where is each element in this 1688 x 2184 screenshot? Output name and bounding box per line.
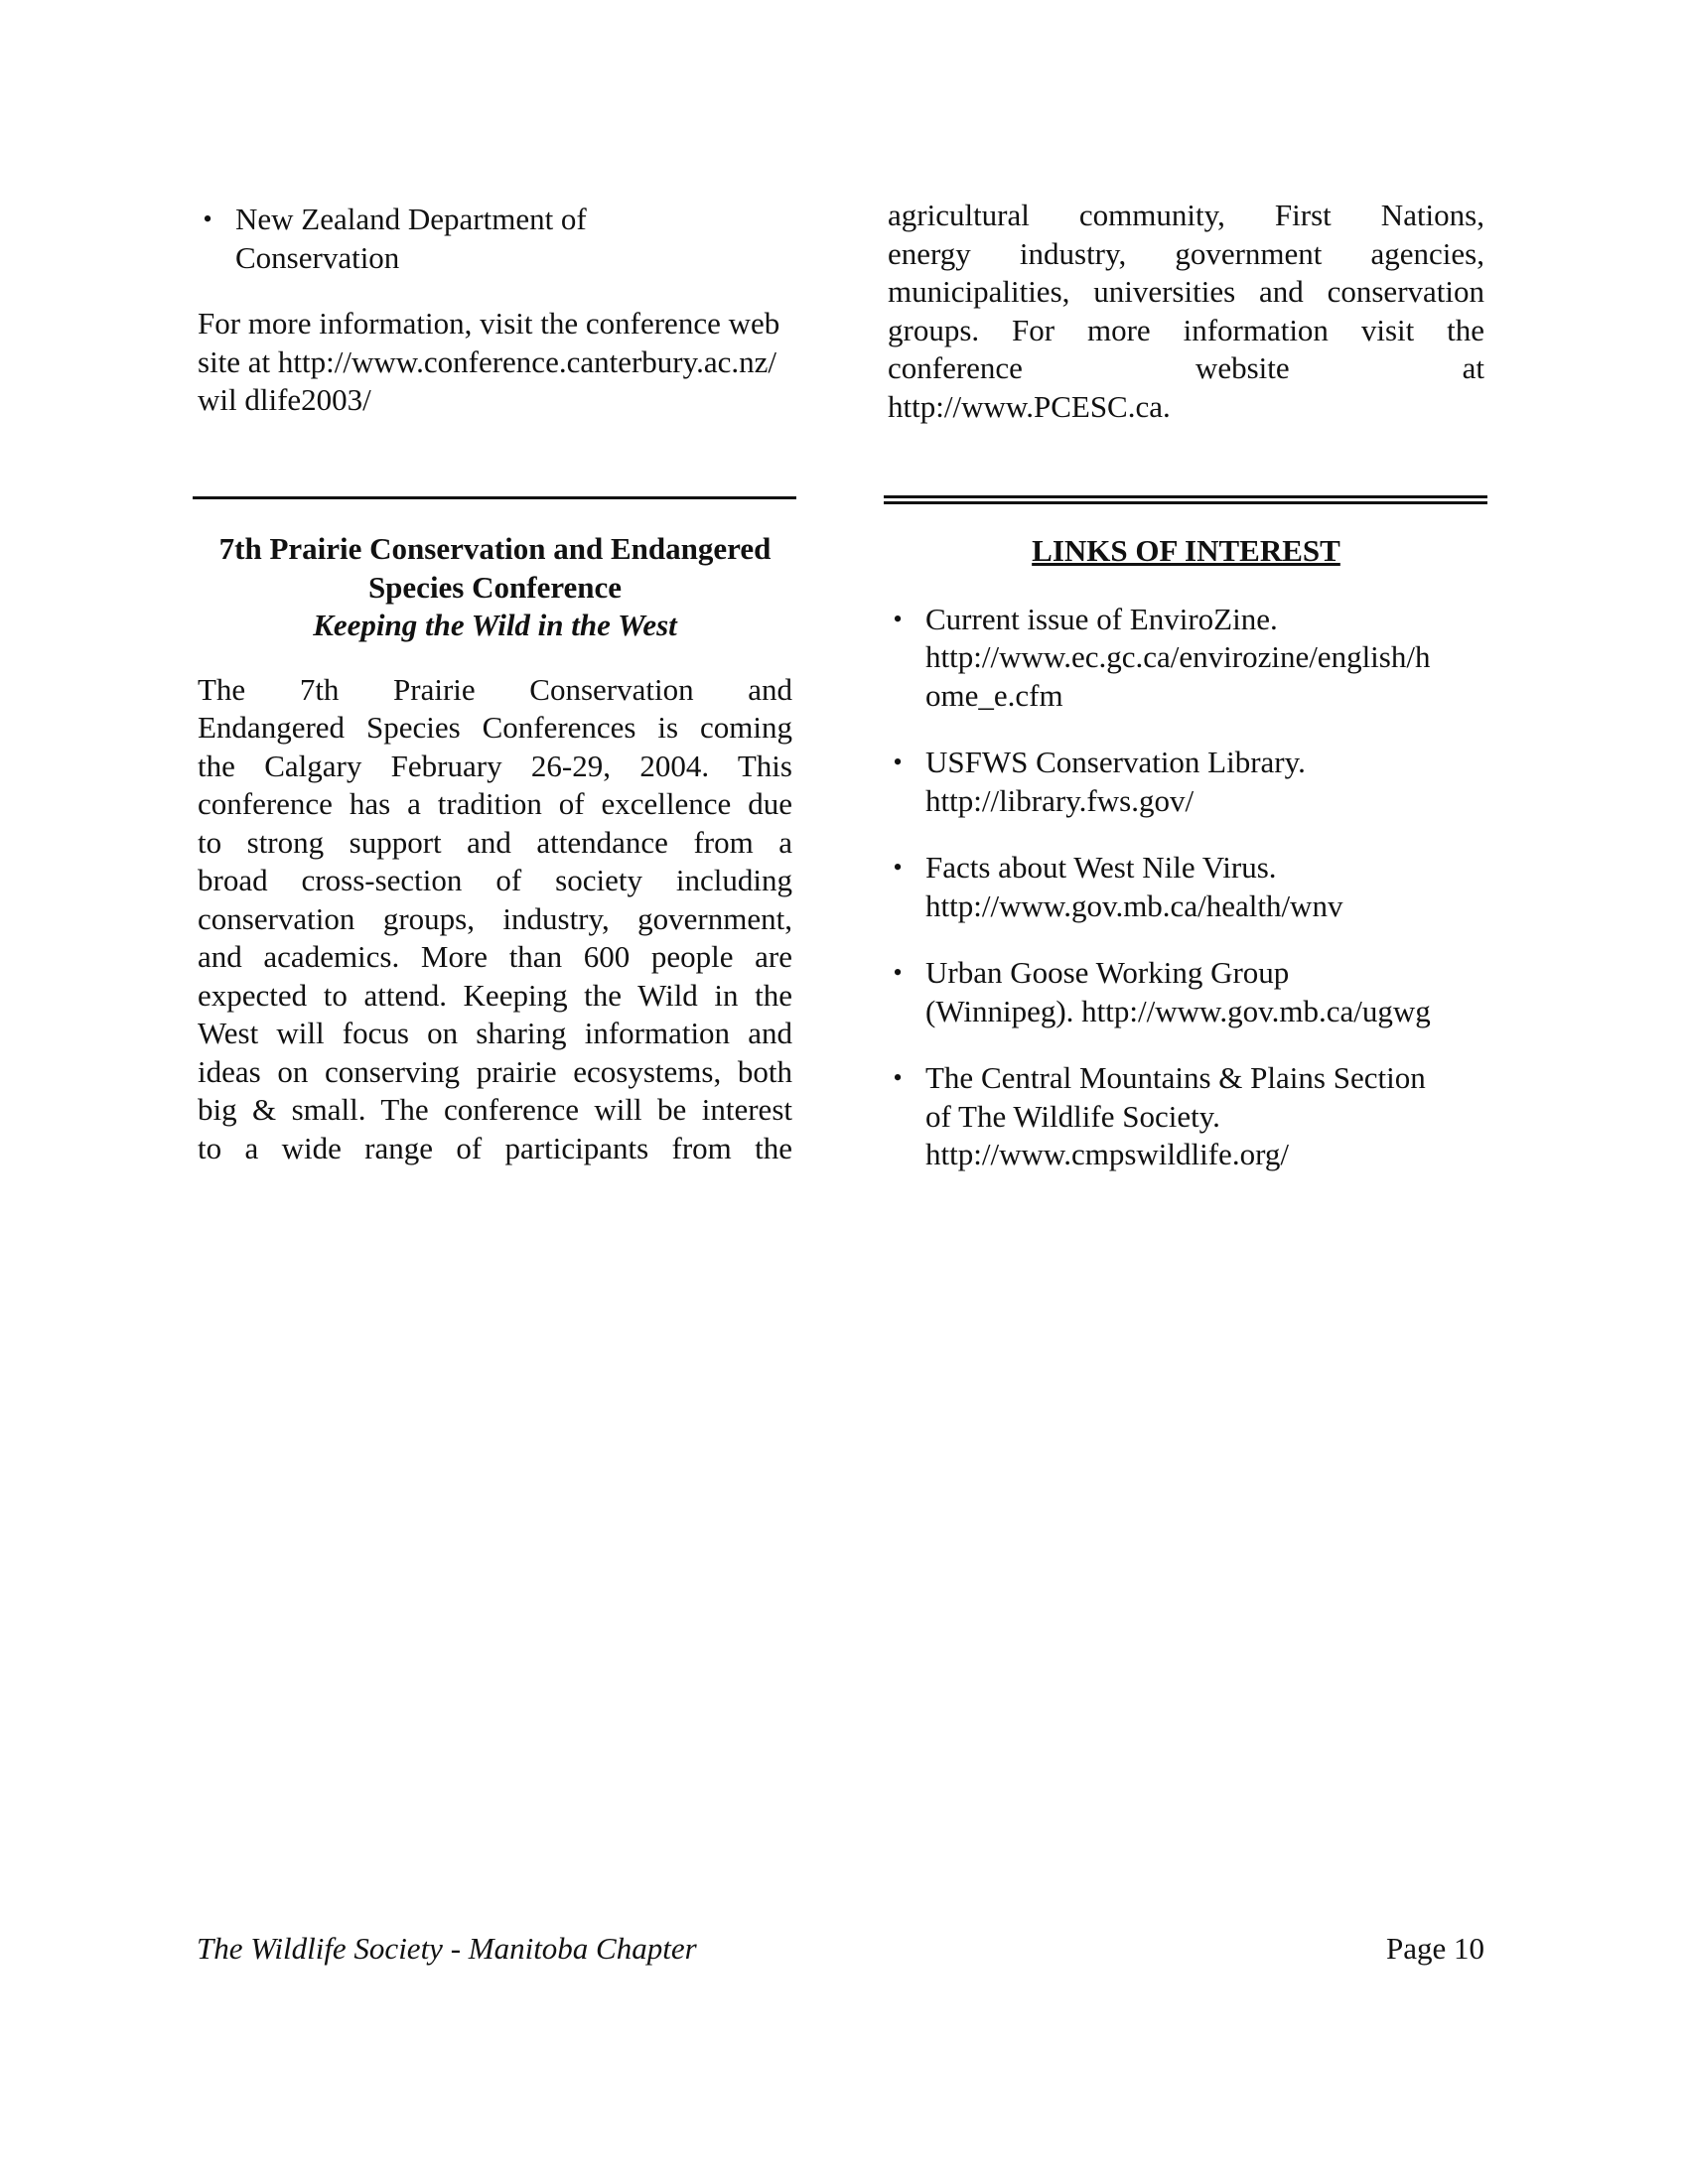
bullet-text: New Zealand Department of Conservation — [235, 202, 587, 275]
body-line: big & small. The conference will be interest — [198, 1092, 792, 1127]
body-line: and academics. More than 600 people are — [198, 939, 792, 974]
links-section — [888, 532, 1484, 1174]
right-top-line: groups. For more information visit the — [888, 312, 1484, 347]
right-top-line: agricultural community, First Nations, — [888, 198, 1484, 232]
body-line: conference has a tradition of excellence due — [198, 786, 792, 821]
body-line: the Calgary February 26-29, 2004. This — [198, 748, 792, 783]
link-url[interactable]: http://www.gov.mb.ca/health/wnv — [925, 887, 1343, 923]
conference-article — [198, 530, 792, 1167]
body-line: broad cross-section of society including — [198, 863, 792, 897]
body-line: Endangered Species Conferences is coming — [198, 710, 792, 745]
more-info-paragraph: For more information, visit the conference website at http://www.conference.canterbury.ac.nz/wil dlife2003/ — [198, 306, 780, 417]
bullet-icon: • — [893, 1063, 903, 1092]
section-divider — [193, 496, 796, 499]
article-title-line2: Species Conference — [367, 569, 623, 605]
link-item[interactable] — [888, 1059, 1484, 1174]
link-item[interactable] — [888, 954, 1484, 1030]
article-subtitle: Keeping the Wild in the West — [313, 608, 677, 642]
right-top-line: energy industry, government agencies, — [888, 235, 1484, 271]
link-label: USFWS Conservation Library. — [925, 745, 1306, 779]
link-label-continued: of The Wildlife Society. — [925, 1098, 1220, 1134]
link-item[interactable] — [888, 744, 1484, 820]
link-url[interactable]: http://library.fws.gov/ — [925, 782, 1195, 818]
link-url[interactable]: http://www.cmpswildlife.org/ — [925, 1137, 1289, 1171]
body-line: to a wide range of participants from the — [198, 1130, 792, 1165]
link-item[interactable] — [888, 849, 1484, 925]
left-top-section — [198, 201, 792, 420]
body-line: expected to attend. Keeping the Wild in the — [198, 977, 792, 1013]
body-line: conservation groups, industry, government, — [198, 900, 792, 936]
body-line: ideas on conserving prairie ecosystems, both — [198, 1053, 792, 1089]
body-line: to strong support and attendance from a — [198, 824, 792, 860]
right-top-section — [888, 197, 1484, 426]
bullet-icon: • — [893, 853, 903, 882]
bullet-icon: • — [893, 958, 903, 987]
footer-page-number: Page 10 — [1385, 1931, 1484, 1966]
link-label: Facts about West Nile Virus. — [925, 850, 1277, 885]
right-top-line: conference website at — [888, 350, 1484, 385]
link-label: The Central Mountains & Plains Section — [925, 1060, 1426, 1095]
article-body — [198, 671, 792, 1168]
body-line: The 7th Prairie Conservation and — [198, 671, 792, 707]
link-label: Current issue of EnviroZine. — [925, 601, 1278, 636]
link-url[interactable]: (Winnipeg). http://www.gov.mb.ca/ugwg — [925, 993, 1431, 1028]
link-url-continued[interactable]: ome_e.cfm — [925, 677, 1063, 713]
article-title: 7th Prairie Conservation and Endangered — [218, 531, 772, 566]
footer-publication: The Wildlife Society - Manitoba Chapter — [197, 1931, 697, 1966]
links-title: LINKS OF INTEREST — [1032, 533, 1340, 568]
bullet-icon: • — [203, 205, 212, 233]
section-divider-double — [884, 495, 1487, 504]
link-url[interactable]: http://www.ec.gc.ca/envirozine/english/h — [925, 639, 1431, 674]
list-item — [198, 201, 792, 277]
link-label: Urban Goose Working Group — [925, 955, 1290, 990]
body-line: West will focus on sharing information and — [198, 1016, 792, 1050]
right-top-line: municipalities, universities and conservation — [888, 274, 1484, 309]
bullet-icon: • — [893, 748, 903, 776]
bullet-icon: • — [893, 604, 903, 633]
right-top-line: http://www.PCESC.ca. — [888, 388, 1171, 424]
link-item[interactable] — [888, 601, 1484, 716]
